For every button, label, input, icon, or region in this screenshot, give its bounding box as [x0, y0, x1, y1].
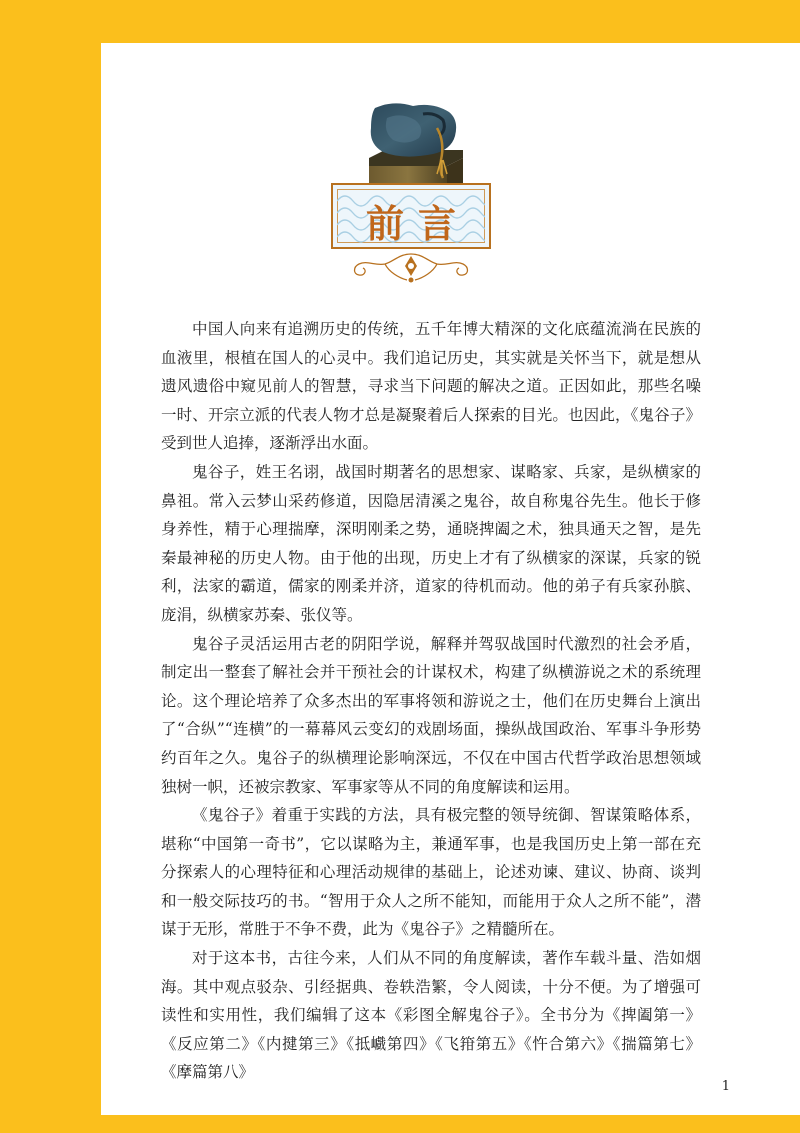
paragraph: 中国人向来有追溯历史的传统，五千年博大精深的文化底蕴流淌在民族的血液里，根植在国人的心灵中。我们追记历史，其实就是关怀当下，就是想从遗风遗俗中窥见前人的智慧，寻求当下问题的解决之道。正因如此，那些名噪一时、开宗立派的代表人物才总是凝聚着后人探索的目光。也因此，《鬼谷子》受到世人追捧，逐渐浮出水面。 — [161, 320, 701, 453]
paragraph: 《鬼谷子》着重于实践的方法，具有极完整的领导统御、智谋策略体系，堪称“中国第一奇书”，它以谋略为主，兼通军事，也是我国历史上第一部在充分探索人的心理特征和心理活动规律的基础上，论述劝谏、建议、协商、谈判和一般交际技巧的书。“智用于众人之所不能知，而能用于众人之所不能”，潜谋于无形，常胜于不争不费，此为《鬼谷子》之精髓所在。 — [161, 806, 701, 939]
page-number: 1 — [721, 1079, 730, 1094]
page-title: 前言 — [365, 202, 470, 246]
body-text — [161, 315, 701, 1087]
scroll-ornament-icon — [341, 248, 481, 288]
page — [101, 43, 800, 1115]
paragraph: 对于这本书，古往今来，人们从不同的角度解读，著作车载斗量、浩如烟海。其中观点驳杂、引经据典、卷轶浩繁，令人阅读，十分不便。为了增强可读性和实用性，我们编辑了这本《彩图全解鬼谷子》。全书分为《捭阖第一》《反应第二》《内揵第三》《抵巇第四》《飞箝第五》《忤合第六》《揣篇第七》《摩篇第八》 — [161, 949, 701, 1082]
paragraph: 鬼谷子，姓王名诩，战国时期著名的思想家、谋略家、兵家，是纵横家的鼻祖。常入云梦山采药修道，因隐居清溪之鬼谷，故自称鬼谷先生。他长于修身养性，精于心理揣摩，深明刚柔之势，通晓捭阖之术，独具通天之智，是先秦最神秘的历史人物。由于他的出现，历史上才有了纵横家的深谋，兵家的锐利，法家的霸道，儒家的刚柔并济，道家的待机而动。他的弟子有兵家孙膑、庞涓，纵横家苏秦、张仪等。 — [161, 462, 701, 624]
paragraph: 鬼谷子灵活运用古老的阴阳学说，解释并驾驭战国时代激烈的社会矛盾，制定出一整套了解社会并干预社会的计谋权术，构建了纵横游说之术的系统理论。这个理论培养了众多杰出的军事将领和游说之士，他们在历史舞台上演出了“合纵”“连横”的一幕幕风云变幻的戏剧场面，操纵战国政治、军事斗争形势约百年之久。鬼谷子的纵横理论影响深远，不仅在中国古代哲学政治思想领域独树一帜，还被宗教家、军事家等从不同的角度解读和运用。 — [161, 634, 701, 796]
title-banner — [331, 183, 491, 249]
